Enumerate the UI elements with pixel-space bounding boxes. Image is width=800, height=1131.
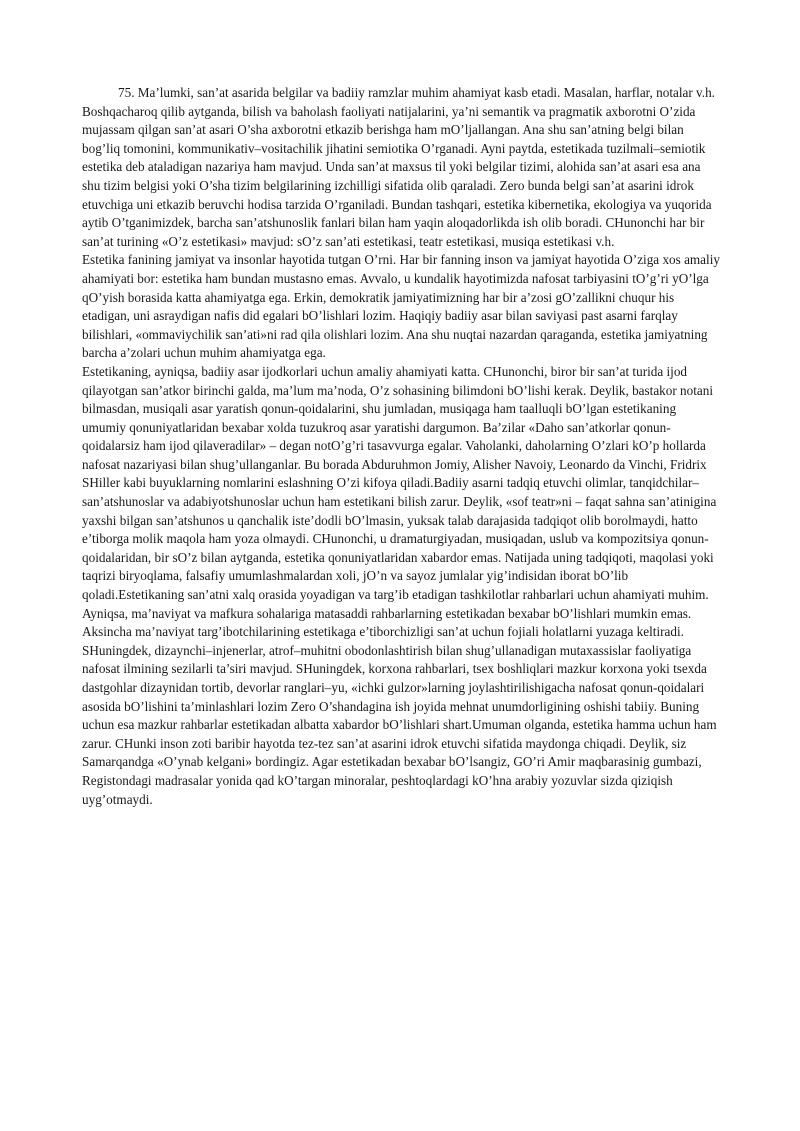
paragraph-creators-and-scholars: Estetikaning, ayniqsa, badiiy asar ijodkorlari uchun amaliy ahamiyati katta. CHunonchi, biror bir san’at turida ijod qilayotgan san’atkor birinchi galda, ma’lum ma’noda, O’z sohasining bilimdoni bO’lishi kerak. Deylik, bastakor notani bilmasdan, musiqali asar yaratish qonun-qoidalarini, shu jumladan, musiqaga ham taalluqli bO’lgan estetikaning umumiy qonuniyatlaridan bexabar xolda tuzukroq asar yaratishi dargumon. Ba’zilar «Daho san’atkorlar qonun-qoidalarsiz ham ijod qilaveradilar» – degan notO’g’ri tasavvurga egalar. Vaholanki, daholarning O’zlari kO’p hollarda nafosat nazariyasi bilan shug’ullanganlar. Bu borada Abduruhmon Jomiy, Alisher Navoiy, Leonardo da Vinchi, Fridrix SHiller kabi buyuklarning nomlarini eslashning O’zi kifoya qiladi.Badiiy asarni tadqiq etuvchi olimlar, tanqidchilar–san’atshunoslar va adabiyotshunoslar uchun ham estetikani bilish zarur. Deylik, «sof teatr»ni – faqat sahna san’atinigina yaxshi bilgan san’atshunos u qanchalik iste’dodli bO’lmasin, yuksak talab darajasida tadqiqot olib borolmaydi, hatto e’tiborga molik maqola ham yoza olmaydi. CHunonchi, u dramaturgiyadan, musiqadan, uslub va kompozitsiya qonun-qoidalaridan, bir sO’z bilan aytganda, estetika qonuniyatlaridan xabardor emas. Natijada uning tadqiqoti, maqolasi yoki taqrizi biryoqlama, falsafiy umumlashmalardan xoli, jO’n va sayoz jumlalar yig’indisidan iborat bO’lib qoladi.Estetikaning san’atni xalq orasida yoyadigan va targ’ib etadigan tashkilotlar rahbarlari uchun ahamiyati muhim. Ayniqsa, ma’naviyat va mafkura sohalariga matasaddi rahbarlarning estetikadan bexabar bO’lishlari mumkin emas. Aksincha ma’naviyat targ’ibotchilarining estetikaga e’tiborchizligi san’at uchun fojiali holatlarni yuzaga keltiradi. <box>82 363 717 640</box>
paragraph-designers-and-managers: SHuningdek, dizaynchi–injenerlar, atrof–muhitni obodonlashtirish bilan shug’ullanadigan mutaxassislar faoliyatiga nafosat ilmining sezilarli ta’siri mavjud. SHuningdek, korxona rahbarlari, tsex boshliqlari mazkur korxona yoki tsexda dastgohlar dizaynidan tortib, devorlar ranglari–yu, «ichki gulzor»larning joylashtirilishigacha nafosat qonun-qoidalari asosida bO’lishini ta’minlashlari lozim Zero O’shandagina ish joyida mehnat unumdorligining oshishi tabiiy. Buning uchun esa mazkur rahbarlar estetikadan albatta xabardor bO’lishlari shart.Umuman olganda, estetika hamma uchun ham zarur. CHunki inson zoti baribir hayotda tez-tez san’at asarini idrok etuvchi sifatida maydonga chiqadi. Deylik, siz Samarqandga «O’ynab kelgani» bordingiz. Agar estetikadan bexabar bO’lsangiz, GO’ri Amir maqbarasinig gumbazi, Registondagi madrasalar yonida qad kO’targan minoralar, peshtoqlardagi kO’hna arabiy yozuvlar sizda qiziqish uyg’otmaydi. <box>82 642 717 807</box>
paragraph-role-of-aesthetics: Estetika fanining jamiyat va insonlar hayotida tutgan O’rni. Har bir fanning inson va jamiyat hayotida O’ziga xos amaliy ahamiyati bor: estetika ham bundan mustasno emas. Avvalo, u kundalik hayotimizda nafosat tarbiyasini tO’g’ri yO’lga qO’yish borasida katta ahamiyatga ega. Erkin, demokratik jamiyatimizning har bir a’zosi gO’zallikni chuqur his etadigan, uni asraydigan nafis did egalari bO’lishlari lozim. Haqiqiy badiiy asar bilan saviyasi past asarni farqlay bilishlari, «ommaviychilik san’ati»ni rad qila olishlari lozim. Ana shu nuqtai nazardan qaraganda, estetika jamiyatning barcha a’zolari uchun muhim ahamiyatga ega. <box>82 252 720 361</box>
document-page <box>82 84 720 809</box>
paragraph-semiotics: 75. Ma’lumki, san’at asarida belgilar va badiiy ramzlar muhim ahamiyat kasb etadi. Masalan, harflar, notalar v.h. Boshqacharoq qilib aytganda, bilish va baholash faoliyati natijalarini, ya’ni semantik va pragmatik axborotni O’zida mujassam qilgan san’at asari O’sha axborotni etkazib berishga ham mO’ljallangan. Ana shu san’atning belgi bilan bog’liq tomonini, kommunikativ–vositachilik jihatini semiotika O’rganadi. Ayni paytda, estetikada tuzilmali–semiotik estetika deb ataladigan nazariya ham mavjud. Unda san’at maxsus til yoki belgilar tizimi, alohida san’at asari esa ana shu tizim belgisi yoki O’sha tizim belgilarining izchilligi sifatida olib qaraladi. Zero bunda belgi san’at asarini idrok etuvchiga uni etkazib beruvchi hodisa tarzida O’rganiladi. Bundan tashqari, estetika kibernetika, ekologiya va yuqorida aytib O’tganimizdek, barcha san’atshunoslik fanlari bilan ham yaqin aloqadorlikda ish olib boradi. CHunonchi har bir san’at turining «O’z estetikasi» mavjud: sO’z san’ati estetikasi, teatr estetikasi, musiqa estetikasi v.h. <box>82 85 715 249</box>
